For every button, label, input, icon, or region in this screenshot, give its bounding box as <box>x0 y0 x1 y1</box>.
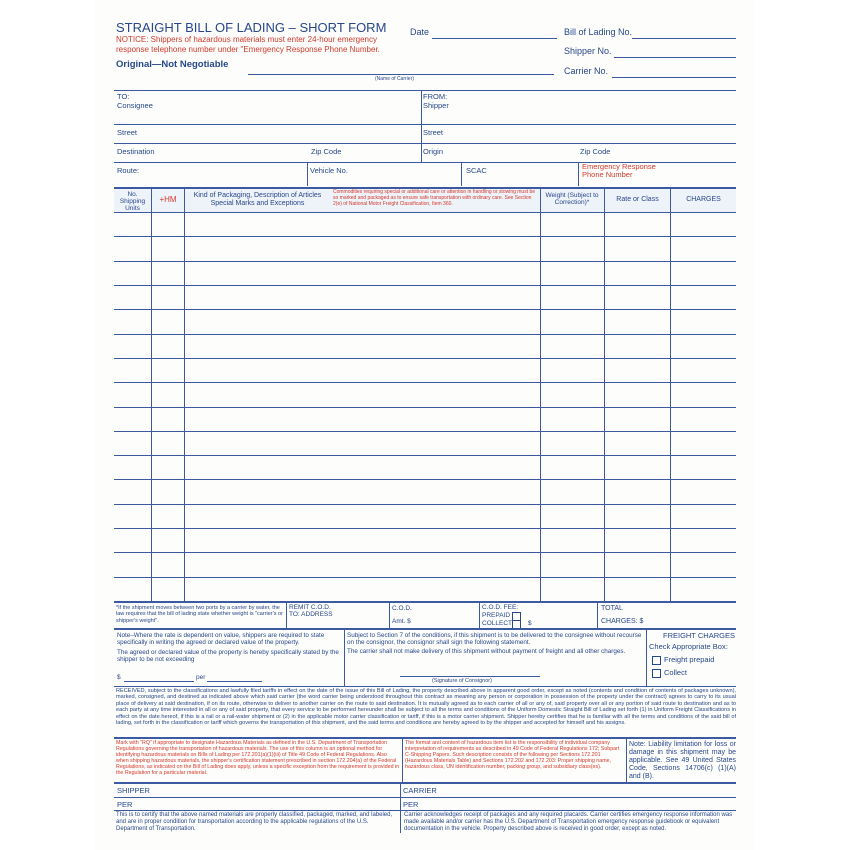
shipper-number-field[interactable] <box>614 57 736 58</box>
col-rule-weight <box>604 189 605 601</box>
consignee-label: Consignee <box>117 101 153 110</box>
col-description: Kind of Packaging, Description of Articles Special Marks and Exceptions <box>193 192 322 207</box>
table-row[interactable] <box>114 358 736 359</box>
totals-div-2 <box>389 602 390 628</box>
original-not-negotiable: Original—Not Negotiable <box>116 59 229 70</box>
to-label: TO: <box>117 92 130 101</box>
terms-div-2 <box>646 629 647 686</box>
carrier-signature-label: CARRIER <box>403 786 437 795</box>
table-row[interactable] <box>114 504 736 505</box>
declared-value-per-field[interactable] <box>207 681 262 682</box>
table-row[interactable] <box>114 334 736 335</box>
table-row[interactable] <box>114 552 736 553</box>
terms-div-1 <box>344 629 345 686</box>
scac-label: SCAC <box>466 166 487 175</box>
collect-label: COLLECT <box>482 620 512 627</box>
liability-note: Note: Liability limitation for loss or damage in this shipment may be applicable. See 49 United States Code, Sections 14706(c) (1)(A) and (B). <box>629 741 736 781</box>
declared-value-field[interactable] <box>124 681 194 682</box>
shipper-carrier-rule <box>114 797 736 798</box>
col-rule-rate <box>670 189 671 601</box>
cod-fee-label: C.O.D. FEE: <box>482 604 519 611</box>
table-row[interactable] <box>114 309 736 310</box>
totals-top-rule <box>114 601 736 603</box>
shipper-per-label: PER <box>117 800 133 809</box>
total-label: TOTAL <box>601 605 623 612</box>
emergency-phone-label: Emergency Response Phone Number <box>582 162 656 180</box>
date-label: Date <box>410 27 430 37</box>
col-hm: +HM <box>159 195 177 204</box>
freight-prepaid-checkbox[interactable] <box>652 656 661 665</box>
cod-label: C.O.D. <box>392 605 412 612</box>
table-row[interactable] <box>114 431 736 432</box>
name-of-carrier-caption: (Name of Carrier) <box>375 76 414 82</box>
consignor-signature-field[interactable] <box>400 676 540 677</box>
form-title: STRAIGHT BILL OF LADING – SHORT FORM <box>116 20 387 35</box>
carrier-number-field[interactable] <box>612 77 736 78</box>
table-row[interactable] <box>114 455 736 456</box>
freight-charges-heading: FREIGHT CHARGES <box>663 631 735 640</box>
cod-amount-label: Amt. $ <box>392 618 411 625</box>
hazmat-format-note: The format and content of hazardous item list is the responsibility of individual company interpretation of requirements as described in 49 Code of Federal Regulations 172; Subpart C-Shipping Papers. Such description consists of the following per Sections 172.201 (Hazardous Materials Table) and Sections 172.202 and 172.203: Proper shipping name, hazardous class, UN identification number, packing group, and subsidiary class(es). <box>405 740 620 771</box>
water-carrier-note: *If the shipment moves between two ports by a carrier by water, the law requires that the bill of lading state whether weight is "carrier's or shipper's weight". <box>116 605 283 624</box>
col-charges: CHARGES <box>686 196 721 203</box>
bol-number-field[interactable] <box>632 38 736 39</box>
freight-collect-checkbox[interactable] <box>652 669 661 678</box>
rate-value-note: Note–Where the rate is dependent on value, shippers are required to state specifically in writing the agreed or declared value of the property. <box>117 632 325 647</box>
totals-div-1 <box>286 602 287 628</box>
received-top-rule <box>114 686 736 687</box>
hazmat-div-2 <box>626 738 627 782</box>
table-row[interactable] <box>114 577 736 578</box>
carrier-delivery-statement: The carrier shall not make delivery of this shipment without payment of freight and all other charges. <box>347 648 626 655</box>
scac-divider <box>578 162 579 186</box>
origin-label: Origin <box>423 147 444 156</box>
col-shipping-units: No. Shipping Units <box>119 191 146 213</box>
declared-value-dollar: $ <box>117 674 121 681</box>
total-charges-label: CHARGES: $ <box>601 618 644 625</box>
totals-div-3 <box>479 602 480 628</box>
totals-bottom-rule <box>114 628 736 630</box>
check-appropriate-box: Check Appropriate Box: <box>649 642 728 651</box>
hazmat-notice: NOTICE: Shippers of hazardous materials must enter 24-hour emergency response telephone number under "Emergency Response Phone Number. <box>116 35 380 54</box>
hazmat-div-1 <box>402 738 403 782</box>
signature-top-rule <box>114 782 736 784</box>
street-row-rule <box>114 143 736 144</box>
carrier-number-label: Carrier No. <box>564 66 609 76</box>
table-row[interactable] <box>114 479 736 480</box>
cod-fee-dollar: $ <box>528 620 532 627</box>
from-label: FROM: <box>423 92 448 101</box>
bol-number-label: Bill of Lading No. <box>564 27 633 37</box>
route-divider <box>307 162 308 186</box>
carrier-certification: Carrier acknowledges receipt of packages and any required placards. Carrier certifies emergency response information was made available and/or carrier has the U.S. Department of Transportation emergency response guidebook or equivalent documentation in the vehicle. Property described above is received in good order, except as noted. <box>404 812 733 832</box>
carrier-name-field[interactable] <box>248 74 554 75</box>
shipper-number-label: Shipper No. <box>564 46 612 56</box>
shipper-signature-label: SHIPPER <box>117 786 150 795</box>
col-weight: Weight (Subject to Correction)* <box>545 192 599 207</box>
prepaid-label: PREPAID <box>482 612 511 619</box>
freight-prepaid-label: Freight prepaid <box>664 655 715 664</box>
table-row[interactable] <box>114 528 736 529</box>
agreed-value-statement: The agreed or declared value of the property is hereby specifically stated by the shipper to be not exceeding <box>117 649 339 664</box>
col-rule-hm <box>184 189 185 601</box>
col-special-care-note: Commodities requiring special or additional care or attention in handling or stowing must be so marked and packaged as to ensure safe transportation with ordinary care. See Section 2(e) of National Motor Freight Classification, Item 360. <box>333 189 536 207</box>
table-row[interactable] <box>114 407 736 408</box>
address-top-rule <box>114 90 736 91</box>
route-label: Route: <box>117 166 140 175</box>
freight-collect-label: Collect <box>664 668 687 677</box>
hazmat-rq-note: Mark with "RQ" if appropriate to designate Hazardous Materials as defined in the U.S. Department of Transportation Regulations governing the transportation of hazardous materials. The use of this column is an optional method for identifying hazardous materials on Bills of Lading per 172.201(a)(1)(iii) of Title 49 Code of Federal Regulations. Also when shipping hazardous materials, the shipper's certification statement prescribed in section 172.204(a) of the Federal Regulations, as indicated on the Bill of Lading does apply, unless a specific exception from the requirement is provided in the Regulation for a particular material. <box>116 740 400 777</box>
consignor-signature-caption: (Signature of Consignor) <box>432 678 492 684</box>
street-label-consignee: Street <box>117 128 138 137</box>
vehicle-number-label: Vehicle No. <box>310 166 348 175</box>
remit-cod-label: REMIT C.O.D. TO: ADDRESS <box>289 604 333 619</box>
table-row[interactable] <box>114 212 736 213</box>
received-statement: RECEIVED, subject to the classifications and lawfully filed tariffs in effect on the date of the issue of this Bill of Lading, the property described above in apparent good order, except as noted (contents and condition of contents of packages unknown), marked, consigned, and destined as indicated above which said carrier (the word carrier being understood throughout this contract as meaning any person or corporation in possession of the property under the contract) agrees to carry to its usual place of delivery at said destination, if on its route, otherwise to deliver to another carrier on the route to said destination. It is mutually agreed as to each carrier of all or any of, said property over all or any portion of said route to destination and as to each party at any time interested in all or any of said property, that every service to be performed hereunder shall be subject to all the terms and conditions of the Uniform Domestic Straight Bill of Lading set forth (1) in Uniform Freight Classifications in effect on the date hereof, if this is a rail or a rail-water shipment or (2) in the applicable motor carrier classification or tariff, if this is a motor carrier shipment. Shipper hereby certifies that he is familiar with all the terms and conditions of the said bill of lading, set forth in the classification or tariff which governs the transportation of this shipment, and the said terms and conditions are hereby agreed to by the shipper and accepted for himself and his assigns. <box>116 688 736 727</box>
destination-label: Destination <box>117 147 155 156</box>
street-label-shipper: Street <box>423 128 444 137</box>
table-row[interactable] <box>114 261 736 262</box>
col-rule-units <box>151 189 152 601</box>
vehicle-divider <box>461 162 462 186</box>
section-7-statement: Subject to Section 7 of the conditions, if this shipment is to be delivered to the consignee without recourse on the consignor, the consignor shall sign the following statement. <box>347 632 642 647</box>
address-divider <box>421 90 422 162</box>
per-rule <box>114 810 736 811</box>
table-row[interactable] <box>114 382 736 383</box>
declared-value-per: per <box>196 674 206 681</box>
date-field[interactable] <box>432 38 557 39</box>
shipper-certification: This is to certify that the above named materials are properly classified, packaged, marked, and labeled, and are in proper condition for transportation according to the applicable regulations of the U.S. Department of Transportation. <box>116 812 393 832</box>
signature-divider <box>400 783 401 833</box>
hazmat-top-rule <box>114 737 736 739</box>
consignee-row-rule <box>114 124 736 125</box>
zip-code-label-shipper: Zip Code <box>580 147 611 156</box>
col-rule-desc <box>540 189 541 601</box>
table-row[interactable] <box>114 285 736 286</box>
zip-code-label-consignee: Zip Code <box>311 147 342 156</box>
shipper-label: Shipper <box>423 101 449 110</box>
table-row[interactable] <box>114 236 736 237</box>
col-rate-class: Rate or Class <box>616 196 659 203</box>
carrier-per-label: PER <box>403 800 419 809</box>
totals-div-4 <box>597 602 598 628</box>
